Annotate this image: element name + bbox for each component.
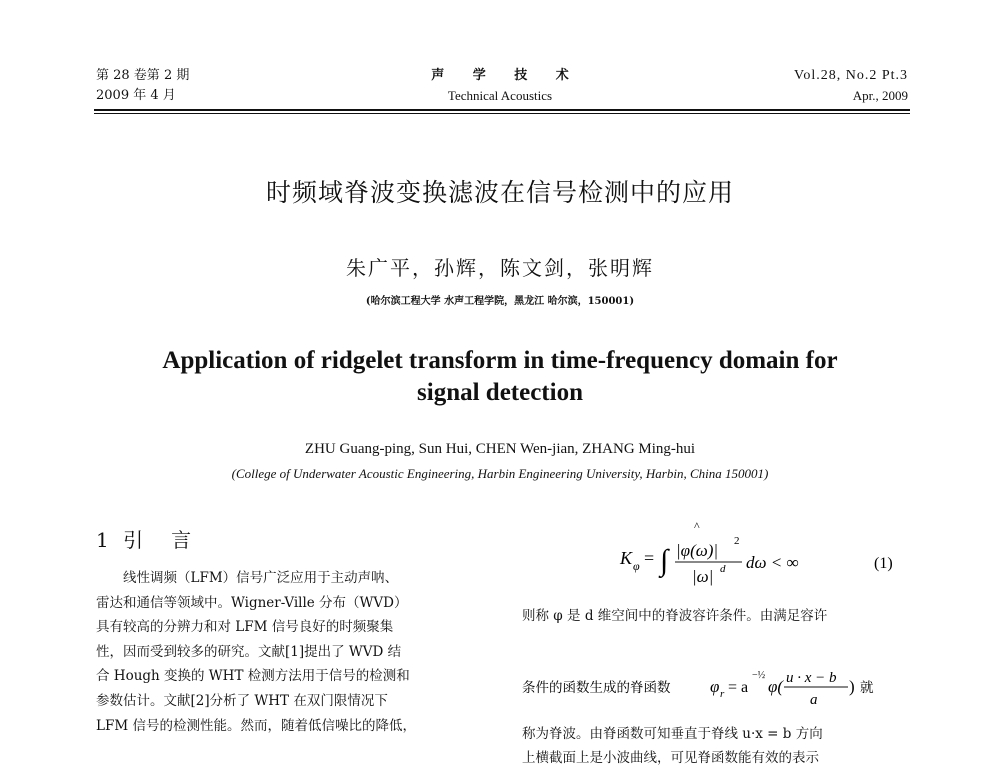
affiliation-en: (College of Underwater Acoustic Engineering, Harbin Engineering University, Harbin, China 150001) — [231, 466, 769, 481]
ridge-exp: −½ — [752, 670, 766, 681]
journal-name-cn: 声 学 技 术 — [431, 68, 581, 83]
paper-title-en-line2: signal detection — [417, 379, 583, 406]
eq-equals: = — [644, 548, 655, 568]
header-rule-thick — [94, 109, 910, 111]
section-heading: 1 引 言 — [96, 528, 196, 552]
eq-integral: ∫ — [660, 544, 669, 577]
authors-en: ZHU Guang-ping, Sun Hui, CHEN Wen-jian, ZHANG Ming-hui — [304, 441, 696, 457]
eq-hat: ^ — [694, 519, 700, 533]
affiliation-cn: (哈尔滨工程大学 水声工程学院，黑龙江 哈尔滨，150001) — [365, 296, 635, 307]
right-line2-pre: 条件的函数生成的脊函数 — [522, 680, 671, 696]
intro-line: 参数估计。文献[2]分析了 WHT 在双门限情况下 — [96, 692, 388, 709]
intro-line: 合 Hough 变换的 WHT 检测方法用于信号的检测和 — [96, 668, 410, 685]
intro-line: 线性调频（LFM）信号广泛应用于主动声呐、 — [96, 570, 399, 586]
journal-header-right — [794, 66, 908, 106]
year-month-cn: 2009 年 4 月 — [96, 88, 176, 103]
intro-line: 具有较高的分辨力和对 LFM 信号良好的时频聚集 — [96, 619, 394, 636]
intro-line: LFM 信号的检测性能。然而，随着低信噪比的降低， — [96, 717, 416, 734]
ridge-num: u · x − b — [786, 670, 837, 686]
intro-line: 性，因而受到较多的研究。文献[1]提出了 WVD 结 — [96, 643, 402, 660]
right-text-line1: 则称 φ 是 d 维空间中的脊波容许条件。由满足容许 — [522, 608, 828, 624]
paper-title-cn: 时频域脊波变换滤波在信号检测中的应用 — [265, 178, 734, 207]
eq-numerator-exp: 2 — [734, 535, 740, 547]
right-line2-post: 就 — [860, 680, 874, 696]
ridge-phi-sub: r — [720, 688, 725, 700]
header-rule-thin — [94, 113, 910, 114]
paper-title-en-line1: Application of ridgelet transform in time-frequency domain for — [162, 347, 838, 374]
ridge-phi: φ — [710, 677, 720, 696]
eq-lhs-sub: φ — [633, 559, 640, 573]
journal-name-en: Technical Acoustics — [447, 88, 553, 103]
equation-1 — [620, 520, 910, 592]
ridge-eq: = a — [728, 679, 749, 696]
eq-numerator: |φ(ω)| — [676, 541, 719, 560]
eq-denominator: |ω| — [692, 567, 714, 586]
right-text-line3: 称为脊波。由脊函数可知垂直于脊线 u·x = b 方向 — [522, 726, 823, 742]
paper-title-en — [0, 345, 1000, 409]
eq-denominator-exp: d — [720, 563, 726, 575]
right-text-lines3-4 — [522, 722, 910, 766]
ridge-paren: ) — [849, 677, 855, 696]
eq-rest: dω < ∞ — [746, 553, 799, 572]
ridge-function-inline — [522, 664, 910, 708]
right-text-line2 — [522, 664, 910, 708]
volume-issue-en: Vol.28, No.2 Pt.3 — [794, 68, 908, 83]
intro-line: 雷达和通信等领域中。Wigner-Ville 分布（WVD） — [96, 594, 408, 611]
date-en: Apr., 2009 — [852, 88, 908, 103]
equation-1-svg — [620, 520, 910, 592]
eq-number: (1) — [874, 555, 893, 572]
intro-paragraph — [96, 566, 488, 738]
right-text-line4: 上横截面上是小波曲线，可见脊函数能有效的表示 — [522, 750, 819, 766]
volume-issue-cn: 第 28 卷第 2 期 — [96, 68, 190, 83]
eq-lhs: K — [620, 548, 633, 568]
authors-cn: 朱广平，孙辉，陈文剑，张明辉 — [346, 256, 654, 280]
ridge-phi2: φ( — [768, 677, 784, 696]
ridge-den: a — [810, 692, 818, 708]
